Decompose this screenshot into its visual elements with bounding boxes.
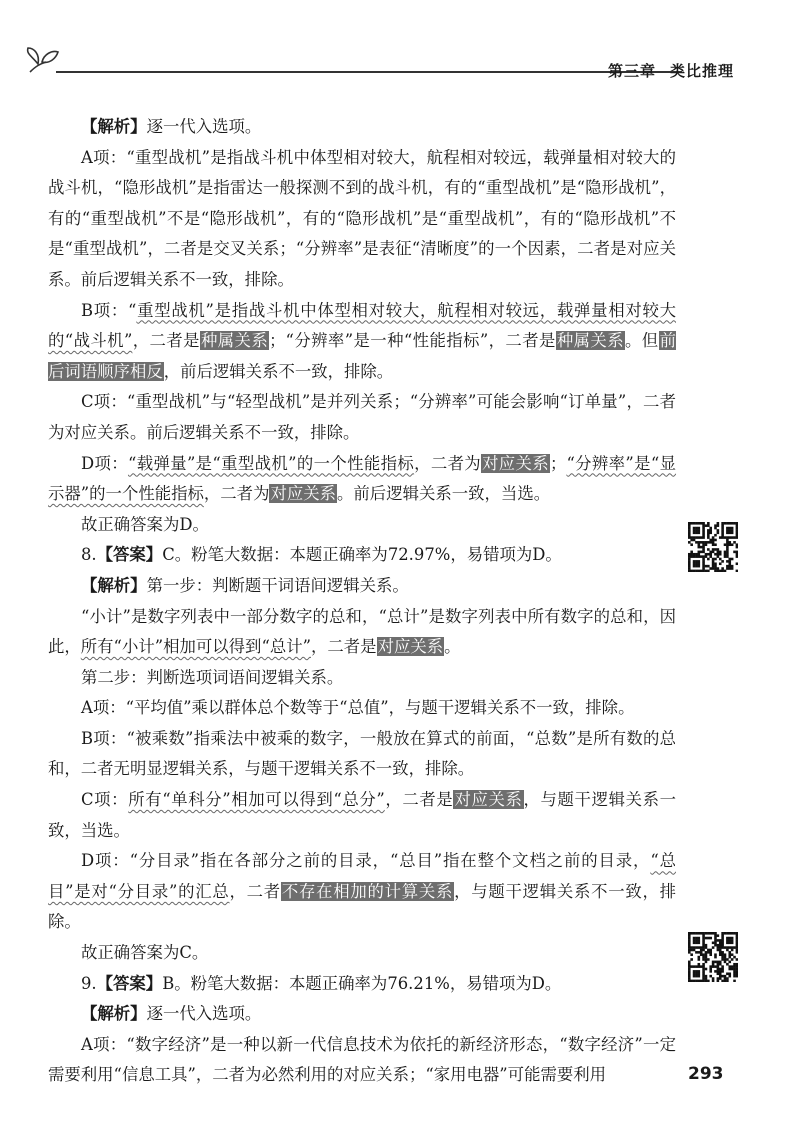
paragraph [48, 143, 676, 296]
chapter-heading [608, 60, 734, 81]
highlight-label: 不存在相加的计算关系 [281, 881, 454, 901]
text-run: ，前后逻辑关系不一致，排除。 [163, 361, 394, 381]
text-run: A项：“数字经济”是一种以新一代信息技术为依托的新经济形态，“数字经济”一定需要利用“信息工具”，二者为必然利用的对应关系；“家用电器”可能需要利用 [48, 1034, 676, 1085]
analysis-tag: 【解析】 [81, 117, 147, 136]
paragraph [48, 571, 676, 602]
text-run: ，二者为 [414, 453, 482, 473]
text-run: ，二者是 [132, 331, 200, 351]
paragraph [48, 724, 676, 785]
highlight-label: 对应关系 [377, 637, 444, 657]
qr-code-icon[interactable] [688, 522, 738, 572]
text-run: 故正确答案为D。 [81, 514, 209, 534]
page-header [0, 0, 800, 90]
text-run: 。前后逻辑关系一致，当选。 [337, 484, 551, 504]
paragraph [48, 999, 676, 1030]
text-run: ，二者 [229, 881, 281, 901]
paragraph [48, 938, 676, 969]
text-run: C项：“重型战机”与“轻型战机”是并列关系；“分辨率”可能会影响“订单量”，二者为对应关系。前后逻辑关系不一致，排除。 [48, 392, 676, 442]
text-run: ； [550, 453, 567, 473]
text-run: B。粉笔大数据：本题正确率为76.21%，易错项为D。 [162, 973, 562, 993]
text-run: ，与题干逻辑关系不一致，排除。 [48, 881, 677, 932]
text-run: A项：“重型战机”是指战斗机中体型相对较大，航程相对较远，载弹量相对较大的战斗机，“隐形战机”是指雷达一般探测不到的战斗机，有的“重型战机”是“隐形战机”，有的“重型战机”不是“隐形战机”，有的“隐形战机”是“重型战机”，有的“隐形战机”不是“重型战机”，二者是交叉关系；“分辨率”是表征“清晰度”的一个因素，二者是对应关系。前后逻辑关系不一致，排除。 [48, 147, 676, 289]
text-run: 第一步：判断题干词语间逻辑关系。 [146, 575, 409, 595]
analysis-tag: 【解析】 [81, 1004, 147, 1024]
paragraph [48, 785, 676, 846]
header-rule [56, 71, 682, 73]
qr-code-icon[interactable] [688, 932, 738, 982]
paragraph [48, 1030, 676, 1091]
paragraph [48, 602, 676, 663]
text-run: D项：“分目录”指在各部分之前的目录，“总目”指在整个文档之前的目录， [81, 851, 651, 871]
paragraph [48, 969, 676, 1000]
wavy-underlined-text: “分辨率”是“显示器”的一个性能指标 [48, 453, 677, 504]
text-run: D项： [81, 453, 128, 473]
text-run: A项：“平均值”乘以群体总个数等于“总值”，与题干逻辑关系不一致，排除。 [81, 698, 635, 718]
text-run: ，二者是 [384, 790, 454, 810]
text-run: 第二步：判断选项词语间逻辑关系。 [81, 667, 344, 687]
text-run: 。但 [625, 331, 659, 351]
chapter-number: 第三章 [607, 62, 656, 80]
text-run: ，二者是 [311, 637, 377, 657]
analysis-tag: 【解析】 [81, 575, 147, 595]
wavy-underlined-text: 所有“小计”相加可以得到“总计” [80, 637, 311, 657]
answer-tag: 【答案】 [96, 973, 163, 993]
answer-tag: 【答案】 [96, 545, 163, 565]
text-run: C项： [81, 790, 129, 810]
text-run: B项：“ [81, 300, 137, 320]
main-text [48, 112, 676, 1091]
text-run: 8. [81, 545, 97, 565]
text-run: ，与题干逻辑关系一致，当选。 [48, 790, 677, 840]
paragraph [48, 663, 676, 694]
text-run: “小计”是数字列表中一部分数字的总和，“总计”是数字列表中所有数字的总和，因此， [48, 606, 676, 657]
paragraph [48, 449, 676, 510]
paragraph [48, 846, 676, 938]
text-run: 9. [81, 973, 97, 993]
text-run: ，二者为 [203, 484, 270, 504]
paragraph [48, 540, 676, 571]
highlight-label: 对应关系 [482, 453, 550, 473]
highlight-label: 对应关系 [270, 484, 337, 504]
text-run: C。粉笔大数据：本题正确率为72.97%，易错项为D。 [162, 545, 562, 565]
wavy-underlined-text: 重型战机”是指战斗机中体型相对较大，航程相对较远，载弹量相对较大的“战斗机” [48, 300, 676, 351]
highlight-label: 前后词语顺序相反 [48, 331, 676, 381]
paragraph [48, 510, 676, 541]
wavy-underlined-text: 所有“单科分”相加可以得到“总分” [128, 790, 385, 810]
text-run: 逐一代入选项。 [146, 1004, 262, 1024]
text-run: 故正确答案为C。 [81, 943, 209, 963]
text-run: 逐一代入选项。 [146, 117, 262, 136]
wavy-underlined-text: “总目”是对“分目录”的汇总 [48, 851, 676, 901]
highlight-label: 种属关系 [200, 331, 269, 351]
paragraph [48, 693, 676, 724]
text-run: ；“分辨率”是一种“性能指标”，二者是 [269, 331, 556, 351]
paragraph [48, 112, 676, 143]
text-run: 。 [444, 637, 461, 657]
wavy-underlined-text: “载弹量”是“重型战机”的一个性能指标 [127, 453, 415, 473]
paragraph [48, 387, 676, 448]
paragraph [48, 296, 676, 388]
text-run: B项：“被乘数”指乘法中被乘的数字，一般放在算式的前面，“总数”是所有数的总和，二者无明显逻辑关系，与题干逻辑关系不一致，排除。 [48, 728, 676, 779]
page-number: 293 [688, 1064, 724, 1084]
chapter-title: 类比推理 [669, 62, 734, 80]
highlight-label: 种属关系 [556, 331, 625, 351]
highlight-label: 对应关系 [454, 790, 523, 810]
